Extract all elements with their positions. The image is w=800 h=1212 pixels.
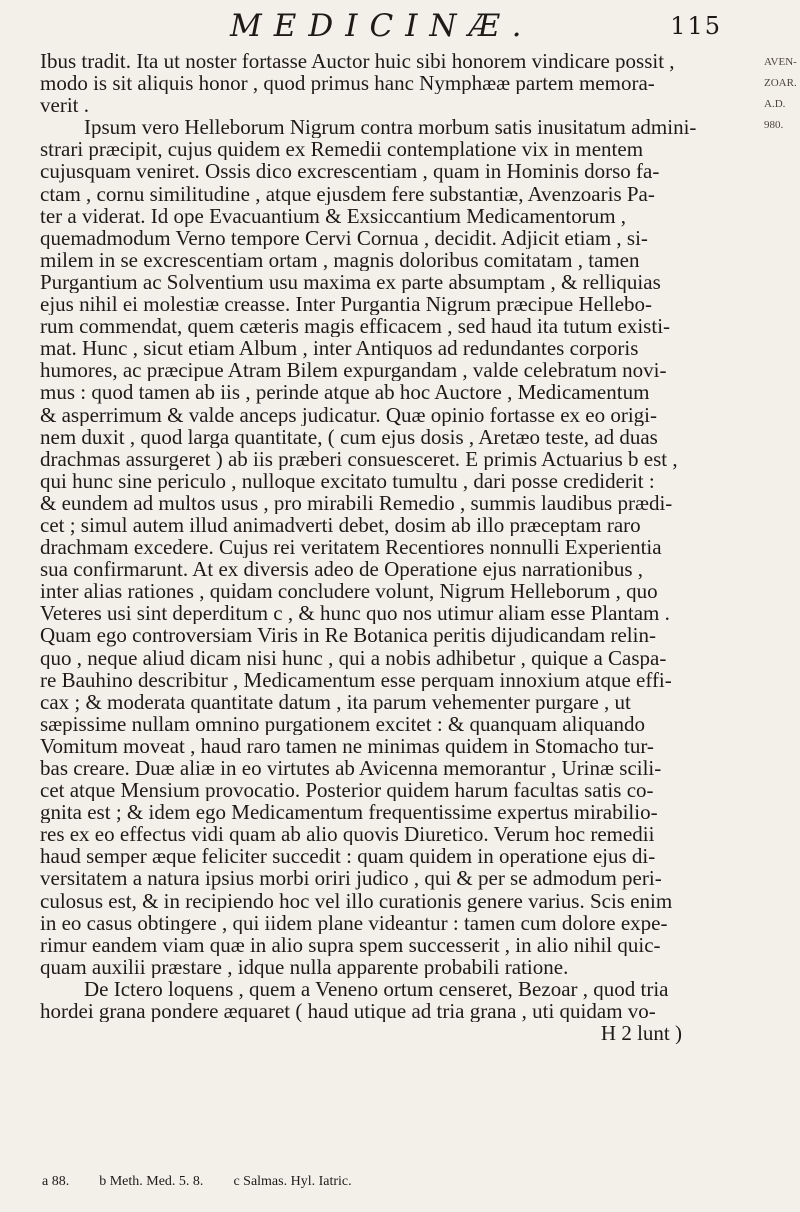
text-line: rum commendat, quem cæteris magis efficacem , sed haud ita tutum existi- [40, 315, 671, 338]
text-line: versitatem a natura ipsius morbi oriri judico , qui & per se admodum peri- [40, 867, 662, 890]
text-line: ctam , cornu similitudine , atque ejusdem fere substantiæ, Avenzoaris Pa- [40, 182, 655, 205]
text-line: sua confirmarunt. At ex diversis adeo de Operatione ejus narrationibus , [40, 558, 643, 581]
text-line: mus : quod tamen ab iis , perinde atque ab hoc Auctore , Medicamentum [40, 381, 650, 404]
text-line: qui hunc sine periculo , nulloque excitato tumultu , dari posse crediderit : [40, 469, 655, 492]
text-line: haud semper æque feliciter succedit : quam quidem in operatione ejus di- [40, 845, 656, 868]
text-line: Veteres usi sint deperditum c , & hunc quo nos utimur aliam esse Plantam . [40, 602, 670, 625]
text-line: cet ; simul autem illud animadverti debet, dosim ab illo præceptam raro [40, 513, 641, 537]
margin-note-line: ZOAR. [764, 77, 797, 89]
margin-note-line: 980. [764, 119, 784, 131]
text-line: sæpissime nullam omnino purgationem excitet : & quanquam aliquando [40, 712, 646, 735]
text-line: bas creare. Duæ aliæ in eo virtutes ab Avicenna memorantur , Urinæ scili- [40, 757, 662, 780]
text-line: rimur eandem viam quæ in alio supra spem successerit , in alio nihil quic- [40, 933, 661, 956]
text-line: modo is sit aliquis honor , quod primus hanc Nymphææ partem memora- [40, 72, 655, 95]
text-line: gnita est ; & idem ego Medicamentum frequentissime expertus mirabilio- [40, 801, 658, 824]
text-line: res ex eo effectus vidi quam ab alio quovis Diuretico. Verum hoc remedii [40, 823, 655, 846]
footnote: c Salmas. Hyl. Iatric. [233, 1174, 352, 1189]
text-line: & eundem ad multos usus , pro mirabili Remedio , summis laudibus prædi- [40, 491, 673, 514]
footnote: a 88. [42, 1174, 70, 1189]
margin-note-line: AVEN- [764, 56, 797, 68]
text-line: Ibus tradit. Ita ut noster fortasse Auctor huic sibi honorem vindicare possit , [40, 50, 675, 73]
text-line: Purgantium ac Solventium usu maxima ex parte absumptam , & relliquias [40, 270, 661, 294]
body-text [40, 50, 728, 1044]
text-line: quam auxilii præstare , idque nulla apparente probabili ratione. [40, 955, 569, 978]
text-line: nem duxit , quod larga quantitate, ( cum ejus dosis , Aretæo teste, ad duas [40, 425, 658, 448]
text-line: cax ; & moderata quantitate datum , ita parum vehementer purgare , ut [40, 690, 631, 713]
text-line: Vomitum moveat , haud raro tamen ne minimas quidem in Stomacho tur- [40, 734, 654, 757]
text-line: strari præcipit, cujus quidem ex Remedii contemplatione vix in mentem [40, 138, 644, 161]
footnotes [42, 1174, 742, 1190]
text-line: in eo casus obtingere , qui iidem plane videantur : tamen cum dolore expe- [40, 911, 668, 934]
page-header [0, 8, 800, 50]
margin-note-line: A.D. [764, 98, 786, 110]
text-line: inter alias rationes , quidam concludere volunt, Nigrum Helleborum , quo [40, 580, 658, 603]
text-line: De Ictero loquens , quem a Veneno ortum censeret, Bezoar , quod tria [84, 977, 669, 1001]
text-line: H 2 lunt ) [600, 1022, 682, 1045]
text-line: hordei grana pondere æquaret ( haud utique ad tria grana , uti quidam vo- [40, 1000, 656, 1023]
text-line: humores, ac præcipue Atram Bilem expurgandam , valde celebratum novi- [40, 359, 667, 382]
text-line: drachmam excedere. Cujus rei veritatem Recentiores nonnulli Experientia [40, 536, 662, 559]
text-line: re Bauhino describitur , Medicamentum esse perquam innoxium atque effi- [40, 668, 672, 691]
text-line: cet atque Mensium provocatio. Posterior quidem harum facultas satis co- [40, 779, 654, 802]
text-line: & asperrimum & valde anceps judicatur. Quæ opinio fortasse ex eo origi- [40, 403, 658, 426]
footnote: b Meth. Med. 5. 8. [99, 1174, 204, 1189]
running-head: MEDICINÆ. [230, 8, 534, 44]
text-line: Ipsum vero Helleborum Nigrum contra morbum satis inusitatum admini- [84, 116, 697, 139]
page-number: 115 [670, 12, 722, 40]
text-line: culosus est, & in recipiendo hoc vel illo curationis genere varius. Scis enim [40, 889, 673, 912]
text-line: ter a viderat. Id ope Evacuantium & Exsiccantium Medicamentorum , [40, 204, 627, 227]
text-line: mat. Hunc , sicut etiam Album , inter Antiquos ad redundantes corporis [40, 337, 639, 360]
text-line: milem in se excrescentiam ortam , magnis doloribus comitatam , tamen [40, 248, 640, 271]
text-line: drachmas assurgeret ) ab iis præberi consuesceret. E primis Actuarius b est , [40, 447, 678, 470]
text-line: Quam ego controversiam Viris in Re Botanica peritis dijudicandam relin- [40, 624, 656, 647]
text-line: quo , neque aliud dicam nisi hunc , qui a nobis adhibetur , quique a Caspa- [40, 646, 667, 669]
margin-note [764, 52, 798, 136]
text-line: cujusquam veniret. Ossis dico excrescentiam , quam in Hominis dorso fa- [40, 160, 660, 183]
text-line: verit . [40, 94, 89, 117]
text-line: quemadmodum Verno tempore Cervi Cornua , decidit. Adjicit etiam , si- [40, 226, 648, 249]
text-line: ejus nihil ei molestiæ creasse. Inter Purgantia Nigrum præcipue Hellebo- [40, 293, 652, 316]
